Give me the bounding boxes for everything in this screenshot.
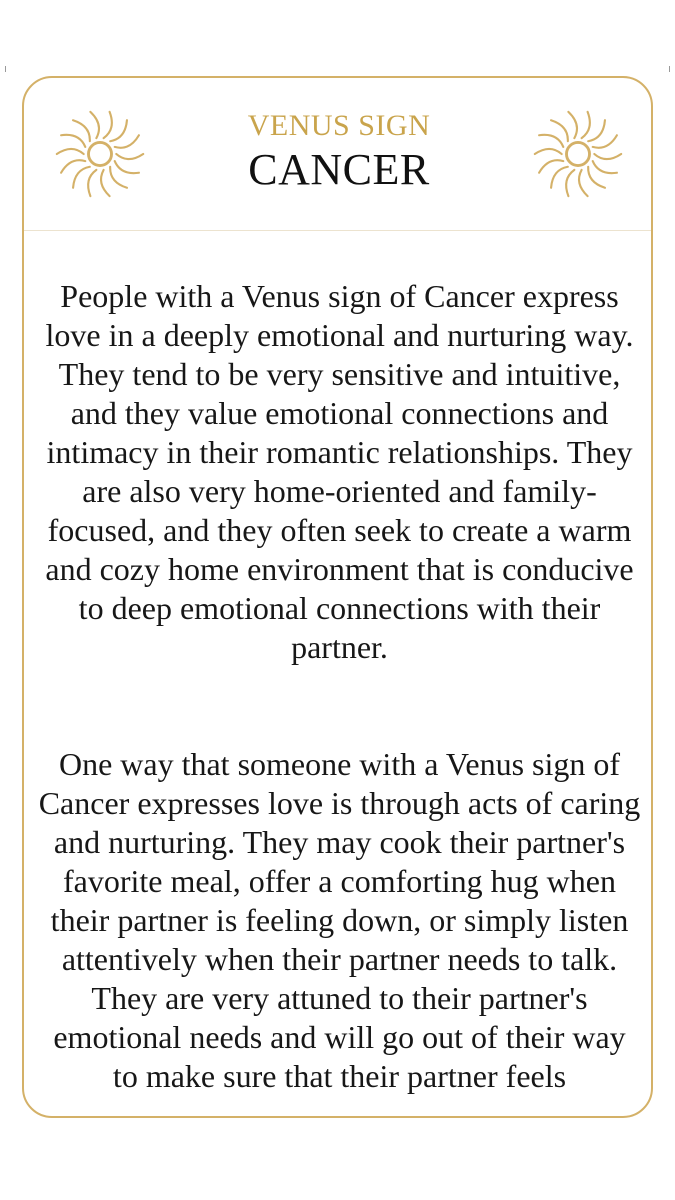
sun-icon bbox=[530, 106, 626, 202]
sun-icon bbox=[52, 106, 148, 202]
venus-sign-card bbox=[22, 76, 653, 1118]
description-paragraph: People with a Venus sign of Cancer express love in a deeply emotional and nurturing way. They tend to be very sensitive and intuitive, and they value emotional connections and intimacy in their romantic relationships. They are also very home-oriented and family-focused, and they often seek to create a warm and cozy home environment that is conducive to deep emotional connections with their partner. bbox=[45, 278, 634, 665]
eyebrow-label: VENUS SIGN bbox=[247, 109, 431, 142]
card-header bbox=[24, 78, 651, 231]
right-edge-mark bbox=[669, 66, 670, 72]
left-edge-mark bbox=[5, 66, 6, 72]
header-text bbox=[144, 108, 534, 196]
card-body[interactable] bbox=[24, 231, 651, 1118]
sign-title: CANCER bbox=[248, 145, 430, 194]
description-paragraph: One way that someone with a Venus sign of Cancer expresses love is through acts of caring and nurturing. They may cook their partner's favorite meal, offer a comforting hug when their partner is feeling down, or simply listen attentively when their partner needs to talk. They are very attuned to their partner's emotional needs and will go out of their way to make sure that their partner feels bbox=[38, 746, 641, 1094]
